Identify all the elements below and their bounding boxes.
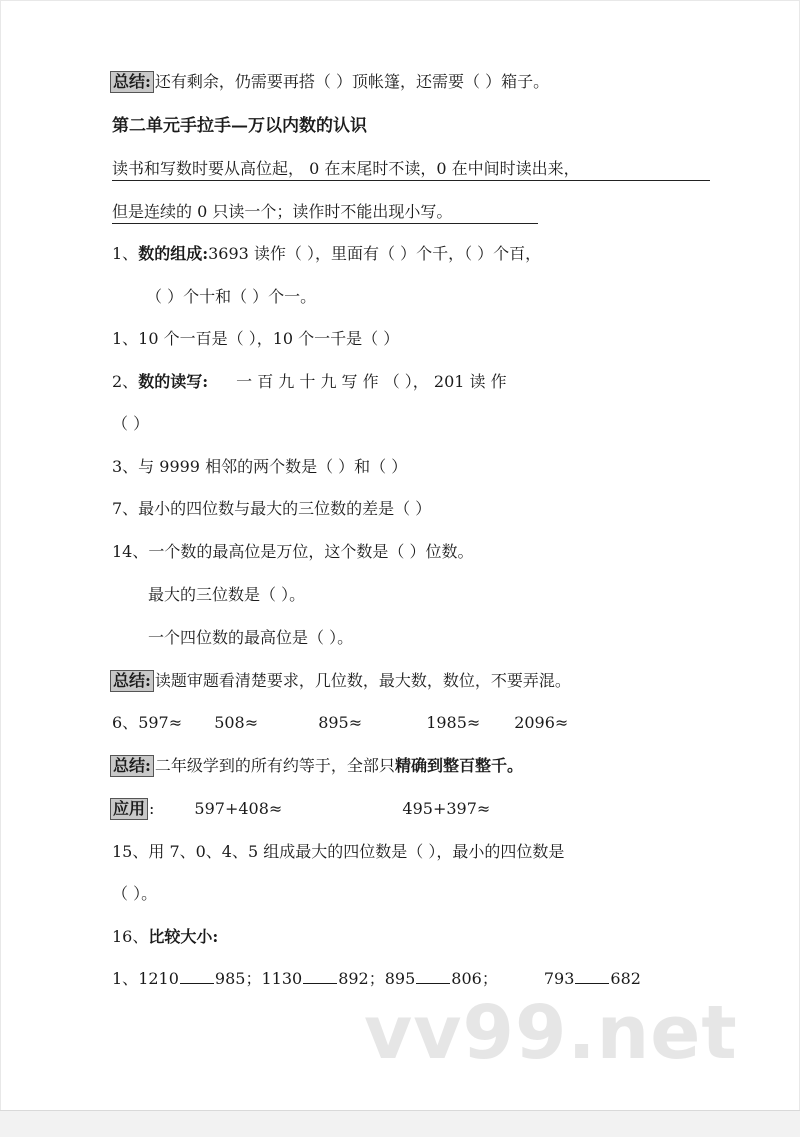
watermark: vv99.net xyxy=(364,990,738,1076)
question-number: 1、 xyxy=(112,969,139,988)
separator: ； xyxy=(245,969,262,988)
summary-tag: 总结: xyxy=(110,71,154,93)
question-build-cont: （ ）。 xyxy=(112,884,158,903)
question-label: 数的组成: xyxy=(138,244,209,263)
question-label: 数的读写: xyxy=(138,372,209,391)
question-text: 3693 读作（ ），里面有（ ）个千，（ ）个百， xyxy=(208,244,542,263)
apply-colon: : xyxy=(149,799,155,818)
compare-left: 793 xyxy=(543,969,575,988)
apply-tag: 应用 xyxy=(110,798,148,820)
summary-3 xyxy=(110,755,523,777)
compare-left: 895 xyxy=(384,969,416,988)
compare-right: 806 xyxy=(451,969,482,988)
summary-2 xyxy=(110,670,571,692)
approx-item: 2096≈ xyxy=(514,713,569,732)
compare-left: 1210 xyxy=(138,969,179,988)
approx-item: 895≈ xyxy=(318,713,363,732)
summary-text: 二年级学到的所有约等于，全部只 xyxy=(154,756,395,775)
answer-blank[interactable] xyxy=(575,969,609,984)
apply-item: 597+408≈ xyxy=(194,799,283,818)
page-bottom-band xyxy=(0,1110,800,1137)
question-number: 2、 xyxy=(112,372,139,391)
approx-item: 1985≈ xyxy=(426,713,481,732)
approx-row xyxy=(112,712,568,734)
rule-underline-2 xyxy=(112,223,538,224)
separator: ； xyxy=(368,969,385,988)
question-digits-b: 最大的三位数是（ ）。 xyxy=(148,585,306,604)
question-number: 16、 xyxy=(112,927,149,946)
apply-item: 495+397≈ xyxy=(402,799,491,818)
answer-blank[interactable] xyxy=(303,969,337,984)
question-composition-cont: （ ）个十和（ ）个一。 xyxy=(146,287,317,306)
separator: ； xyxy=(481,969,498,988)
rule-line-2: 但是连续的 0 只读一个；读作时不能出现小写。 xyxy=(112,202,453,221)
question-number: 1、 xyxy=(112,244,139,263)
approx-item: 508≈ xyxy=(214,713,259,732)
question-digits: 14、一个数的最高位是万位，这个数是（ ）位数。 xyxy=(112,542,474,561)
question-read-write xyxy=(112,371,507,393)
summary-tag: 总结: xyxy=(110,670,154,692)
rule-line-1: 读书和写数时要从高位起， 0 在末尾时不读，0 在中间时读出来， xyxy=(112,159,580,178)
summary-1 xyxy=(110,71,549,93)
compare-right: 985 xyxy=(214,969,246,988)
compare-left: 1130 xyxy=(261,969,303,988)
answer-blank[interactable] xyxy=(180,969,214,984)
question-digits-c: 一个四位数的最高位是（ ）。 xyxy=(148,628,354,647)
apply-row xyxy=(110,798,490,820)
question-ten: 1、10 个一百是（ ），10 个一千是（ ） xyxy=(112,329,400,348)
question-adjacent: 3、与 9999 相邻的两个数是（ ）和（ ） xyxy=(112,457,408,476)
compare-right: 892 xyxy=(338,969,369,988)
summary-text: 还有剩余，仍需要再搭（ ）顶帐篷，还需要（ ）箱子。 xyxy=(154,72,550,91)
approx-item: 597≈ xyxy=(138,713,183,732)
question-label: 比较大小: xyxy=(148,927,219,946)
question-difference: 7、最小的四位数与最大的三位数的差是（ ） xyxy=(112,499,432,518)
summary-tag: 总结: xyxy=(110,755,154,777)
question-read-write-cont: （ ） xyxy=(112,414,150,433)
question-build: 15、用 7、0、4、5 组成最大的四位数是（ ），最小的四位数是 xyxy=(112,842,565,861)
question-compare xyxy=(112,926,218,948)
question-text: 一 百 九 十 九 写 作 （ ）， 201 读 作 xyxy=(236,372,507,391)
compare-right: 682 xyxy=(610,969,641,988)
compare-row xyxy=(112,968,641,990)
unit-heading: 第二单元手拉手—万以内数的认识 xyxy=(112,116,367,136)
summary-bold-text: 精确到整百整千。 xyxy=(394,756,523,775)
question-composition xyxy=(112,243,541,265)
summary-text: 读题审题看清楚要求，几位数，最大数，数位，不要弄混。 xyxy=(154,671,571,690)
question-number: 6、 xyxy=(112,713,139,732)
answer-blank[interactable] xyxy=(416,969,450,984)
rule-underline-1 xyxy=(112,180,710,181)
